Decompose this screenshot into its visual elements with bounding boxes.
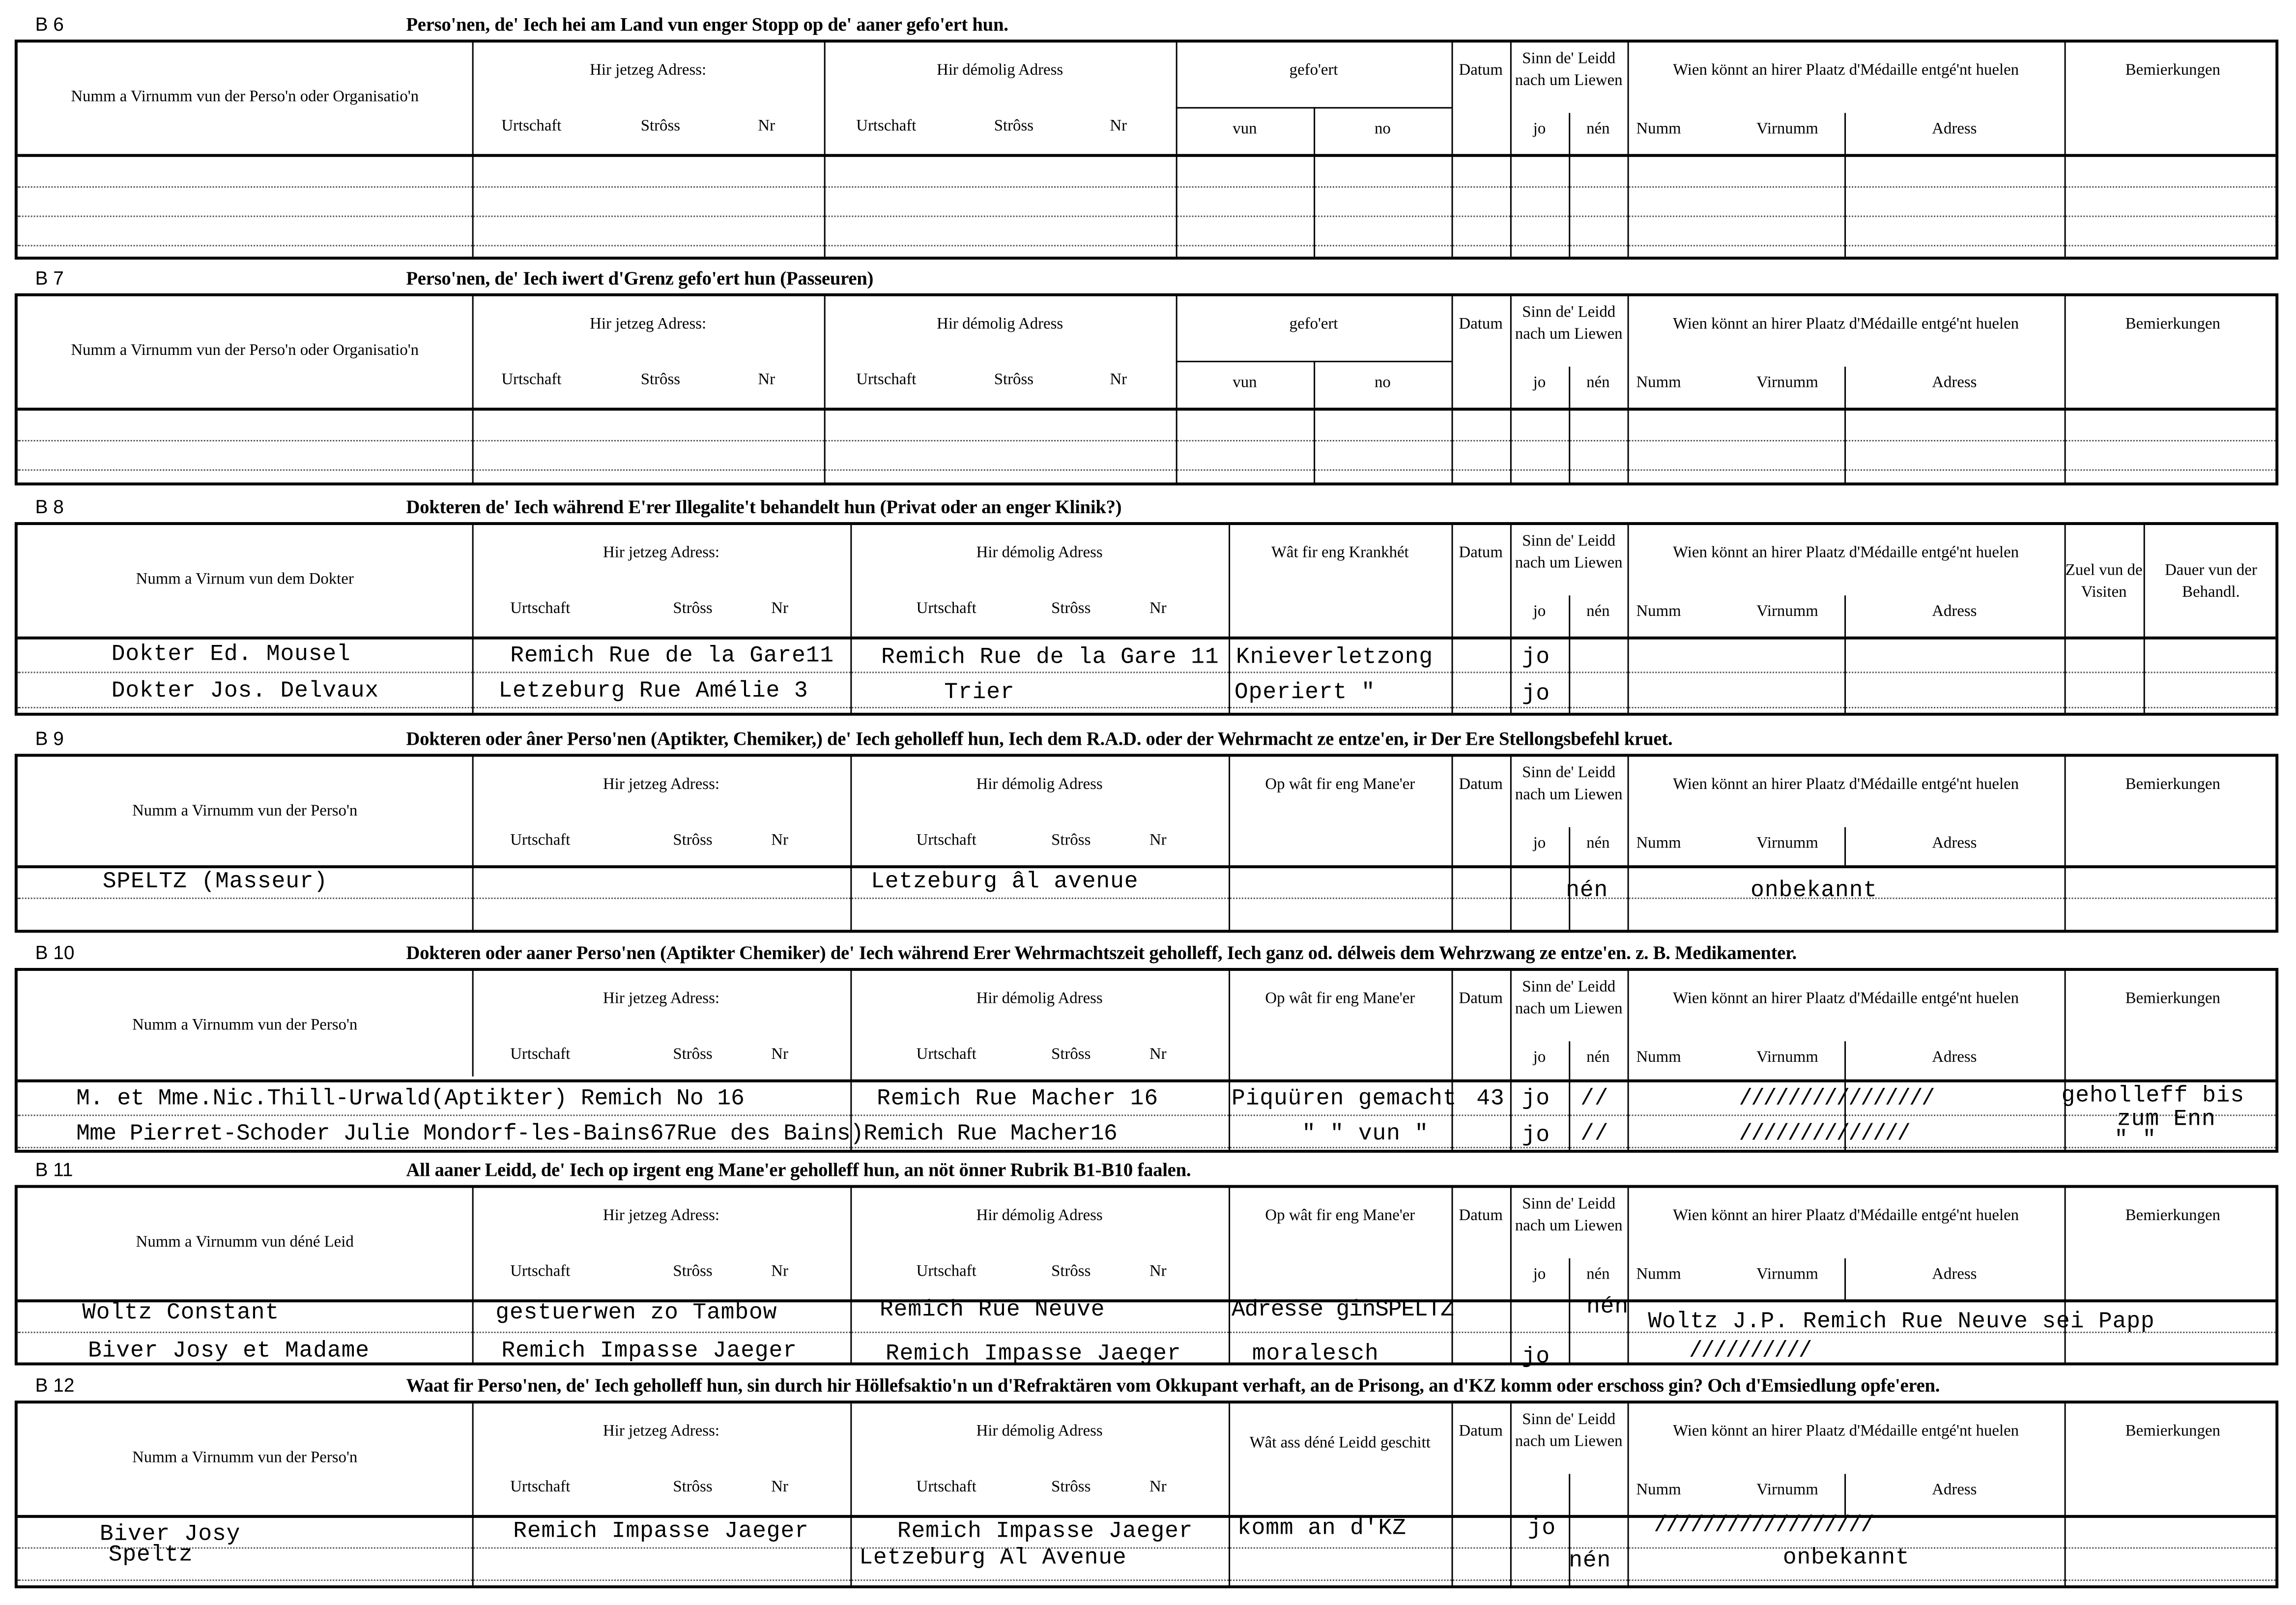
entry-name: Woltz Constant — [82, 1299, 280, 1326]
section-header — [15, 1369, 2278, 1401]
section-title: Dokteren oder âner Perso'nen (Aptikter, Chemiker,) de' Iech geholleff hun, Iech dem R.A.D. oder der Wehrmacht ze entze'en, ir Der Ere Stellongsbefehl kruet. — [406, 727, 1673, 750]
col-former-address: Hir démolig Adress — [976, 544, 1103, 562]
col-address: Adress — [1932, 374, 1977, 392]
entry-former-address: Trier — [944, 679, 1015, 706]
entry-name: Dokter Ed. Mousel — [111, 641, 351, 668]
col-remarks: Bemierkungen — [2125, 1207, 2220, 1225]
entry-current-address: Remich Rue de la Gare11 — [510, 642, 834, 669]
col-from: vun — [1233, 374, 1257, 392]
entry-manner: Piquüren gemacht — [1232, 1085, 1457, 1112]
col-former-address: Hir démolig Adress — [976, 990, 1103, 1008]
section-code: B 6 — [35, 13, 64, 35]
col-name: Numm a Virnumm vun der Perso'n oder Organisatio'n — [71, 88, 419, 106]
col-no: nén — [1586, 374, 1610, 392]
section-code: B 11 — [35, 1158, 73, 1181]
section-code: B 8 — [35, 496, 64, 518]
entry-illness: Knieverletzong — [1236, 643, 1434, 671]
section-b12 — [15, 1369, 2278, 1589]
entry-former-address: Remich Impasse Jaeger — [897, 1517, 1193, 1545]
col-locality: Urtschaft — [916, 600, 976, 618]
section-b6 — [15, 7, 2278, 260]
entry-current-address: Remich Impasse Jaeger — [501, 1337, 797, 1364]
section-header — [15, 935, 2278, 968]
entry-alive-yes: jo — [1521, 1122, 1550, 1149]
col-manner: Op wât fir eng Mane'er — [1265, 990, 1415, 1008]
entry-medal-recipient: onbekannt — [1751, 877, 1878, 904]
col-number: Nr — [1149, 1262, 1167, 1281]
section-code: B 7 — [35, 266, 64, 289]
col-number: Nr — [771, 1046, 788, 1063]
col-medal-recipient: Wien könnt an hirer Plaatz d'Médaille entgé'nt huelen — [1673, 315, 2019, 333]
entry-name: Dokter Jos. Delvaux — [111, 677, 379, 704]
col-date: Datum — [1459, 776, 1503, 794]
col-current-address: Hir jetzeg Adress: — [603, 544, 720, 562]
col-locality: Urtschaft — [916, 1046, 976, 1063]
entry-remarks: zum Enn — [2117, 1106, 2216, 1133]
section-b8 — [15, 490, 2278, 715]
col-street: Strôss — [1051, 1262, 1091, 1281]
col-firstname: Virnumm — [1756, 120, 1818, 138]
col-date: Datum — [1459, 990, 1503, 1008]
section-title: Waat fir Perso'nen, de' Iech geholleff hun, sin durch hir Höllefsaktio'n un d'Refraktären vom Okkupant verhaft, an de Prisong, an d'KZ komm oder erschoss gin? Och d'Emsiedlung opfe'eren. — [406, 1374, 1940, 1397]
col-no: nén — [1586, 834, 1610, 852]
entry-current-address: Remich Impasse Jaeger — [513, 1517, 809, 1545]
entry-illness: Operiert " — [1234, 679, 1376, 706]
col-name: Numm a Virnumm vun der Perso'n — [132, 1449, 358, 1467]
col-address: Adress — [1932, 834, 1977, 852]
col-locality: Urtschaft — [501, 117, 562, 135]
col-name: Numm a Virnumm vun der Perso'n — [132, 802, 358, 820]
col-yes: jo — [1533, 603, 1546, 620]
col-manner: Op wât fir eng Mane'er — [1265, 1207, 1415, 1225]
entry-medal-recipient: //////////////// — [1739, 1085, 1934, 1112]
col-alive: Sinn de' Leidd nach um Liewen — [1515, 532, 1623, 572]
col-no: nén — [1586, 1265, 1610, 1284]
entry-medal-recipient: Woltz J.P. Remich Rue Neuve sei Papp — [1648, 1308, 2155, 1335]
col-alive: Sinn de' Leidd nach um Liewen — [1515, 50, 1623, 89]
entry-medal-recipient: ////////// — [1689, 1337, 1811, 1364]
col-current-address: Hir jetzeg Adress: — [603, 990, 720, 1008]
col-street: Strôss — [673, 600, 713, 618]
col-former-address: Hir démolig Adress — [976, 1422, 1103, 1440]
entry-alive-yes: jo — [1521, 1085, 1550, 1112]
section-b10 — [15, 935, 2278, 1153]
col-yes: jo — [1533, 374, 1546, 392]
entry-current-address: gestuerwen zo Tambow — [495, 1299, 777, 1326]
col-treatment-duration: Dauer vun der Behandl. — [2165, 561, 2257, 602]
col-illness: Wât fir eng Krankhét — [1271, 544, 1409, 562]
col-surname: Numm — [1636, 120, 1681, 138]
col-locality: Urtschaft — [510, 600, 571, 618]
col-remarks: Bemierkungen — [2125, 776, 2220, 794]
col-former-address: Hir démolig Adress — [937, 61, 1063, 80]
col-date: Datum — [1459, 315, 1503, 333]
col-surname: Numm — [1636, 1265, 1681, 1284]
section-header — [15, 722, 2278, 754]
col-yes: jo — [1533, 1049, 1546, 1066]
col-number: Nr — [1110, 371, 1127, 389]
col-number: Nr — [771, 1478, 788, 1496]
col-former-address: Hir démolig Adress — [976, 1207, 1103, 1225]
section-title: Dokteren de' Iech während E'rer Illegalite't behandelt hun (Privat oder an enger Klinik?) — [406, 496, 1122, 518]
col-locality: Urtschaft — [916, 1262, 976, 1281]
col-medal-recipient: Wien könnt an hirer Plaatz d'Médaille entgé'nt huelen — [1673, 776, 2019, 794]
col-street: Strôss — [673, 831, 713, 849]
col-former-address: Hir démolig Adress — [937, 315, 1063, 333]
col-firstname: Virnumm — [1756, 603, 1818, 620]
col-alive: Sinn de' Leidd nach um Liewen — [1515, 303, 1623, 344]
col-address: Adress — [1932, 1049, 1977, 1066]
entry-alive-yes: jo — [1521, 680, 1550, 707]
col-medal-recipient: Wien könnt an hirer Plaatz d'Médaille entgé'nt huelen — [1673, 1422, 2019, 1440]
entry-name: M. et Mme.Nic.Thill-Urwald(Aptikter) Remich No 16 — [76, 1085, 745, 1112]
section-code: B 9 — [35, 727, 64, 750]
col-visit-count: Zuel vun de Visiten — [2065, 561, 2143, 602]
entry-alive-no: // — [1580, 1120, 1609, 1147]
col-street: Strôss — [640, 117, 681, 135]
col-doctor-name: Numm a Virnum vun dem Dokter — [136, 570, 354, 588]
section-b11 — [15, 1153, 2278, 1370]
entry-medal-recipient: onbekannt — [1782, 1544, 1910, 1571]
col-locality: Urtschaft — [501, 371, 562, 389]
entry-alive-yes: jo — [1521, 1343, 1550, 1370]
entry-name: Speltz — [108, 1541, 193, 1568]
col-alive: Sinn de' Leidd nach um Liewen — [1515, 1195, 1623, 1235]
entry-former-address: Remich Rue Neuve — [880, 1296, 1105, 1323]
col-name: Numm a Virnumm vun der Perso'n — [132, 1016, 358, 1034]
section-table — [15, 522, 2278, 716]
col-yes: jo — [1533, 120, 1546, 138]
entry-former-address: Letzeburg âl avenue — [871, 868, 1139, 895]
col-current-address: Hir jetzeg Adress: — [603, 1207, 720, 1225]
section-code: B 10 — [35, 941, 75, 964]
entry-former-address: Remich Impasse Jaeger — [885, 1340, 1181, 1367]
col-current-address: Hir jetzeg Adress: — [603, 1422, 720, 1440]
col-street: Strôss — [673, 1478, 713, 1496]
col-yes: jo — [1533, 1265, 1546, 1284]
col-transported: gefo'ert — [1289, 61, 1338, 80]
entry-name: Biver Josy — [99, 1520, 241, 1547]
col-street: Strôss — [673, 1262, 713, 1281]
section-header — [15, 1153, 2278, 1185]
section-table — [15, 754, 2278, 933]
section-code: B 12 — [35, 1374, 75, 1397]
section-title: Perso'nen, de' Iech hei am Land vun enger Stopp op de' aaner gefo'ert hun. — [406, 13, 1008, 35]
col-to: no — [1374, 120, 1391, 138]
section-table — [15, 1401, 2278, 1588]
col-no: nén — [1586, 120, 1610, 138]
col-transported: gefo'ert — [1289, 315, 1338, 333]
col-locality: Urtschaft — [510, 1046, 571, 1063]
col-medal-recipient: Wien könnt an hirer Plaatz d'Médaille entgé'nt huelen — [1673, 61, 2019, 80]
col-surname: Numm — [1636, 374, 1681, 392]
section-title: Dokteren oder aaner Perso'nen (Aptikter Chemiker) de' Iech während Erer Wehrmachtszeit geholleff, Iech ganz od. délweis dem Wehrzwang ze entze'en. z. B. Medikamenter. — [406, 941, 1797, 964]
entry-name: Biver Josy et Madame — [88, 1337, 370, 1364]
entry-remarks: geholleff bis — [2061, 1082, 2245, 1109]
col-firstname: Virnumm — [1756, 374, 1818, 392]
col-street: Strôss — [994, 371, 1034, 389]
section-title: All aaner Leidd, de' Iech op irgent eng Mane'er geholleff hun, an nöt önner Rubrik B1-B10 faalen. — [406, 1158, 1191, 1181]
col-locality: Urtschaft — [510, 1262, 571, 1281]
col-alive: Sinn de' Leidd nach um Liewen — [1515, 978, 1623, 1018]
entry-name: SPELTZ (Masseur) — [102, 868, 328, 895]
col-yes: jo — [1533, 834, 1546, 852]
col-medal-recipient: Wien könnt an hirer Plaatz d'Médaille entgé'nt huelen — [1673, 544, 2019, 562]
col-number: Nr — [771, 1262, 788, 1281]
col-number: Nr — [758, 371, 775, 389]
col-no: nén — [1586, 603, 1610, 620]
entry-former-address: Letzeburg Al Avenue — [859, 1544, 1127, 1571]
entry-what-happened: komm an d'KZ — [1237, 1515, 1406, 1542]
entry-alive-no: nén — [1566, 877, 1608, 904]
section-b9 — [15, 722, 2278, 933]
col-name: Numm a Virnumm vun déné Leid — [136, 1233, 354, 1251]
col-date: Datum — [1459, 544, 1503, 562]
col-current-address: Hir jetzeg Adress: — [590, 315, 707, 333]
col-what-happened: Wât ass déné Leidd geschitt — [1249, 1434, 1431, 1452]
col-street: Strôss — [640, 371, 681, 389]
entry-alive-no: nén — [1569, 1547, 1611, 1574]
section-header — [15, 261, 2278, 293]
col-remarks: Bemierkungen — [2125, 61, 2220, 80]
col-locality: Urtschaft — [510, 831, 571, 849]
col-street: Strôss — [1051, 1046, 1091, 1063]
col-locality: Urtschaft — [510, 1478, 571, 1496]
col-firstname: Virnumm — [1756, 1265, 1818, 1284]
col-number: Nr — [771, 831, 788, 849]
col-alive: Sinn de' Leidd nach um Liewen — [1515, 1411, 1623, 1451]
entry-manner: Adresse ginSPELTZ — [1232, 1296, 1454, 1323]
col-surname: Numm — [1636, 1049, 1681, 1066]
col-surname: Numm — [1636, 834, 1681, 852]
col-locality: Urtschaft — [856, 371, 917, 389]
section-table — [15, 293, 2278, 486]
col-name: Numm a Virnumm vun der Perso'n oder Organisatio'n — [71, 342, 419, 359]
section-b7 — [15, 261, 2278, 485]
col-date: Datum — [1459, 61, 1503, 80]
col-locality: Urtschaft — [916, 831, 976, 849]
col-date: Datum — [1459, 1422, 1503, 1440]
section-title: Perso'nen, de' Iech iwert d'Grenz gefo'ert hun (Passeuren) — [406, 266, 874, 289]
col-locality: Urtschaft — [916, 1478, 976, 1496]
col-firstname: Virnumm — [1756, 1481, 1818, 1499]
entry-alive-no: nén — [1586, 1293, 1629, 1320]
col-street: Strôss — [1051, 600, 1091, 618]
col-firstname: Virnumm — [1756, 834, 1818, 852]
entry-medal-recipient: ////////////////// — [1654, 1512, 1873, 1539]
col-former-address: Hir démolig Adress — [976, 776, 1103, 794]
col-to: no — [1374, 374, 1391, 392]
col-alive: Sinn de' Leidd nach um Liewen — [1515, 764, 1623, 804]
entry-alive-yes: jo — [1527, 1515, 1556, 1542]
col-street: Strôss — [994, 117, 1034, 135]
col-remarks: Bemierkungen — [2125, 1422, 2220, 1440]
col-number: Nr — [1149, 1046, 1167, 1063]
entry-former-address: Remich Rue de la Gare 11 — [881, 643, 1219, 671]
section-table — [15, 968, 2278, 1153]
section-table — [15, 40, 2278, 260]
col-date: Datum — [1459, 1207, 1503, 1225]
col-firstname: Virnumm — [1756, 1049, 1818, 1066]
entry-alive-yes: jo — [1521, 643, 1550, 671]
col-no: nén — [1586, 1049, 1610, 1066]
col-current-address: Hir jetzeg Adress: — [603, 776, 720, 794]
col-address: Adress — [1932, 603, 1977, 620]
col-medal-recipient: Wien könnt an hirer Plaatz d'Médaille entgé'nt huelen — [1673, 1207, 2019, 1225]
col-address: Adress — [1932, 1481, 1977, 1499]
section-header — [15, 490, 2278, 522]
entry-date: 43 — [1476, 1085, 1505, 1112]
col-manner: Op wât fir eng Mane'er — [1265, 776, 1415, 794]
section-header — [15, 7, 2278, 40]
entry-manner: moralesch — [1252, 1340, 1379, 1367]
col-street: Strôss — [673, 1046, 713, 1063]
entry-alive-no: // — [1580, 1085, 1609, 1112]
entry-current-address: Letzeburg Rue Amélie 3 — [498, 677, 808, 704]
col-number: Nr — [1149, 600, 1167, 618]
col-address: Adress — [1932, 120, 1977, 138]
col-number: Nr — [758, 117, 775, 135]
entry-manner: " " vun " — [1302, 1120, 1429, 1147]
col-surname: Numm — [1636, 1481, 1681, 1499]
col-remarks: Bemierkungen — [2125, 315, 2220, 333]
entry-name: Mme Pierret-Schoder Julie Mondorf-les-Bains67Rue des Bains)Remich Rue Macher16 — [76, 1120, 1118, 1147]
col-address: Adress — [1932, 1265, 1977, 1284]
col-remarks: Bemierkungen — [2125, 990, 2220, 1008]
col-number: Nr — [771, 600, 788, 618]
col-number: Nr — [1110, 117, 1127, 135]
col-surname: Numm — [1636, 603, 1681, 620]
col-from: vun — [1233, 120, 1257, 138]
entry-remarks: " " — [2114, 1126, 2157, 1153]
col-street: Strôss — [1051, 831, 1091, 849]
col-number: Nr — [1149, 831, 1167, 849]
col-medal-recipient: Wien könnt an hirer Plaatz d'Médaille entgé'nt huelen — [1673, 990, 2019, 1008]
col-street: Strôss — [1051, 1478, 1091, 1496]
col-locality: Urtschaft — [856, 117, 917, 135]
entry-medal-recipient: ////////////// — [1739, 1120, 1910, 1147]
section-table — [15, 1185, 2278, 1370]
entry-former-address: Remich Rue Macher 16 — [877, 1085, 1158, 1112]
col-number: Nr — [1149, 1478, 1167, 1496]
col-current-address: Hir jetzeg Adress: — [590, 61, 707, 80]
